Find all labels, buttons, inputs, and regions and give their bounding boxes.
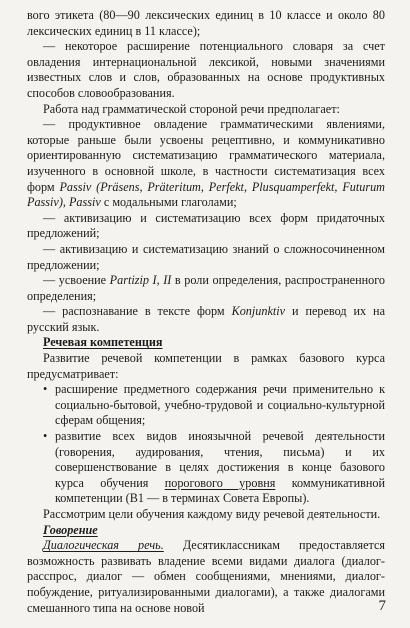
- text-run: Konjunktiv: [231, 304, 286, 319]
- text-run: порогового уровня: [164, 475, 276, 490]
- paragraph-p10: [27, 351, 385, 382]
- text-run: Речевая компетенция: [43, 335, 163, 350]
- bullet-mark: •: [43, 382, 48, 397]
- paragraph-p9: [27, 335, 385, 351]
- text-run: Говорение: [43, 522, 98, 537]
- text-run: развитие всех видов иноязычной речевой деятельности (говорения, аудирования, чтения, письма) и их совершенствование в целях достижения в конце базового курса обучения: [55, 429, 385, 490]
- paragraph-p2: [27, 39, 385, 101]
- page-number: 7: [378, 598, 386, 614]
- paragraph-p15: [27, 538, 385, 616]
- bullet-mark: •: [43, 429, 48, 444]
- paragraph-p14: [27, 523, 385, 539]
- paragraph-p1: [27, 8, 385, 39]
- text-run: ,: [62, 195, 69, 210]
- paragraph-p11: [27, 382, 385, 429]
- text-run: — распознавание в тексте форм: [43, 304, 232, 319]
- text-run: — активизацию и систематизацию знаний о сложносочиненном предложении;: [27, 241, 385, 272]
- text-run: коммуникативной компетенции (B1 — в терминах Совета Европы).: [55, 475, 385, 506]
- paragraph-p5: [27, 211, 385, 242]
- text-run: в роли определения, распространенного определения;: [27, 273, 386, 303]
- text-run: Passiv: [68, 195, 101, 210]
- text-run: с модальными глаголами;: [100, 195, 237, 210]
- text-run: вого этикета (80—90 лексических единиц в 10 классе и около 80 лексических единиц в 11 классе);: [27, 8, 385, 38]
- paragraph-p3: [27, 102, 385, 118]
- paragraph-p8: [27, 304, 385, 335]
- text-run: — некоторое расширение потенциального словаря за счет овладения интернациональной лексикой, новыми значениями известных слов и слов, образованных на основе продуктивных способов словообразования.: [27, 39, 385, 100]
- text-run: — продуктивное овладение грамматическими явлениями, которые раньше были усвоены рецептивно, и коммуникативно ориентированную систематизацию грамматического материала, изученного в основной школе, в частности систематизация всех форм: [27, 117, 385, 194]
- text-run: Десятиклассникам предоставляется возможность развивать владение всеми видами диалога (диалог-расспрос, диалог — обмен сообщениями, мнениями, диалог-побуждение, ритуализированными диалогами), а также диалогами смешанного типа на основе новой: [27, 538, 385, 615]
- paragraph-p13: [27, 507, 385, 523]
- text-run: расширение предметного содержания речи применительно к социально-бытовой, учебно-трудовой и социально-культурной сферам общения;: [55, 382, 385, 428]
- paragraph-p6: [27, 242, 385, 273]
- paragraph-p7: [27, 273, 385, 304]
- body-text: [27, 8, 385, 616]
- paragraph-p4: [27, 117, 385, 211]
- text-run: Развитие речевой компетенции в рамках базового курса предусматривает:: [27, 351, 385, 381]
- text-run: Диалогическая речь.: [43, 538, 164, 553]
- text-run: Passiv (Präsens, Präteritum, Perfekt, Plusquamperfekt, Futurum Passiv): [27, 179, 385, 210]
- text-run: и перевод их на русский язык.: [27, 304, 385, 334]
- text-run: Работа над грамматической стороной речи предполагает:: [43, 101, 340, 116]
- text-run: — активизацию и систематизацию всех форм придаточных предложений;: [27, 210, 385, 241]
- paragraph-p12: [27, 429, 385, 507]
- text-run: Рассмотрим цели обучения каждому виду речевой деятельности.: [43, 507, 381, 521]
- text-run: Partizip I, II: [109, 273, 172, 288]
- text-run: — усвоение: [43, 273, 110, 288]
